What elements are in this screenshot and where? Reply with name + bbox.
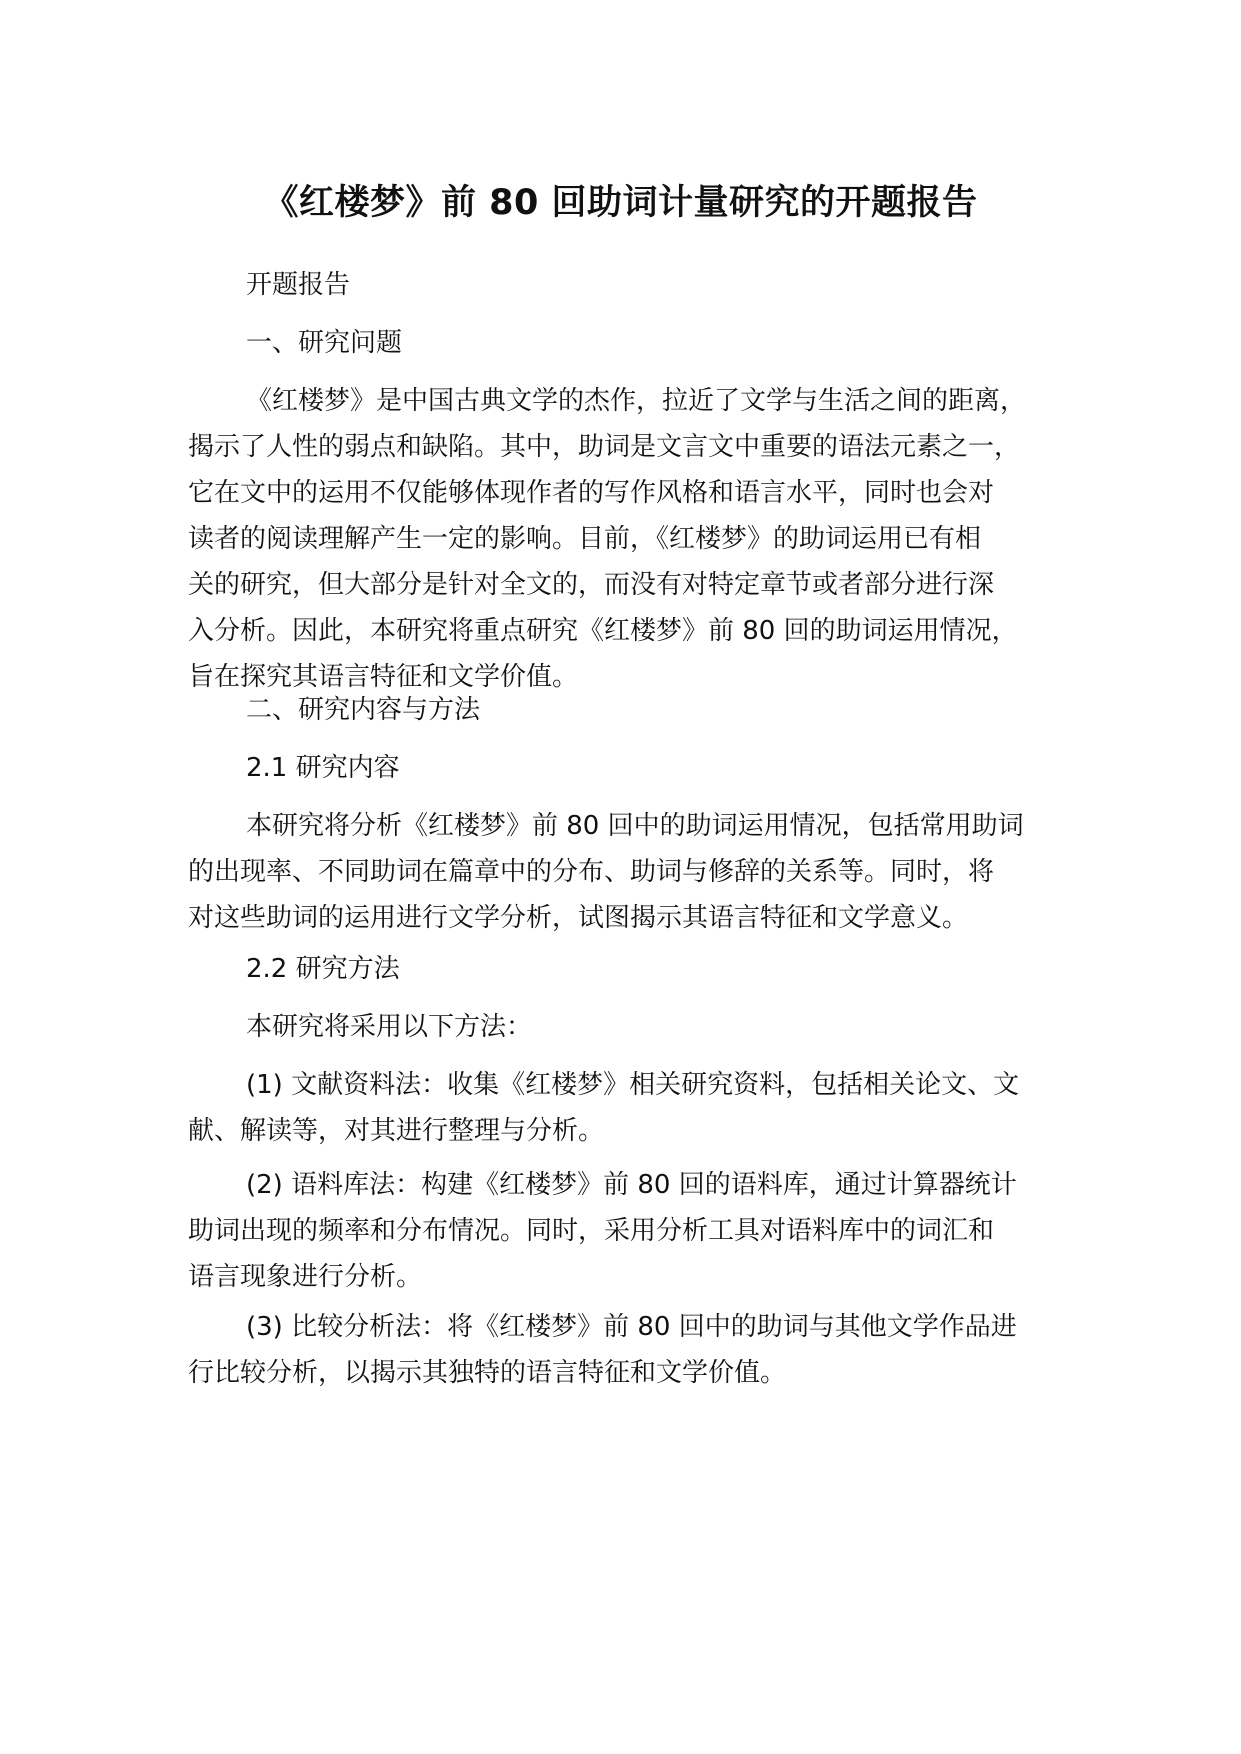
paragraph-line: 它在文中的运用不仅能够体现作者的写作风格和语言水平，同时也会对 [188,478,995,508]
method-2-paragraph [188,1162,1088,1300]
paragraph-line: (2) 语料库法：构建《红楼梦》前 80 回的语料库，通过计算器统计 [246,1170,1017,1200]
paragraph-line: (3) 比较分析法：将《红楼梦》前 80 回中的助词与其他文学作品进 [246,1312,1017,1342]
paragraph-line: 《红楼梦》是中国古典文学的杰作，拉近了文学与生活之间的距离， [246,386,1027,416]
section1-paragraph [188,378,1088,700]
paragraph-line: 揭示了人性的弱点和缺陷。其中，助词是文言文中重要的语法元素之一， [188,432,1021,462]
paragraph-line: 献、解读等，对其进行整理与分析。 [188,1116,605,1146]
method-1-paragraph [188,1062,1088,1154]
subsection-2-1-paragraph [188,803,1088,941]
report-label: 开题报告 [246,270,351,300]
paragraph-line: 语言现象进行分析。 [188,1262,423,1292]
paragraph-line: 对这些助词的运用进行文学分析，试图揭示其语言特征和文学意义。 [188,903,969,933]
methods-intro: 本研究将采用以下方法： [246,1012,533,1042]
paragraph-line: 关的研究，但大部分是针对全文的，而没有对特定章节或者部分进行深 [188,570,995,600]
section1-heading: 一、研究问题 [246,328,403,358]
paragraph-line: 的出现率、不同助词在篇章中的分布、助词与修辞的关系等。同时，将 [188,857,995,887]
paragraph-line: 助词出现的频率和分布情况。同时，采用分析工具对语料库中的词汇和 [188,1216,995,1246]
document-title: 《红楼梦》前 80 回助词计量研究的开题报告 [263,183,978,223]
subsection-2-2-heading: 2.2 研究方法 [246,954,400,984]
paragraph-line: 入分析。因此，本研究将重点研究《红楼梦》前 80 回的助词运用情况， [188,616,1018,646]
paragraph-line: 行比较分析，以揭示其独特的语言特征和文学价值。 [188,1358,787,1388]
method-3-paragraph [188,1304,1088,1396]
paragraph-line: (1) 文献资料法：收集《红楼梦》相关研究资料，包括相关论文、文 [246,1070,1020,1100]
paragraph-line: 本研究将分析《红楼梦》前 80 回中的助词运用情况，包括常用助词 [246,811,1024,841]
paragraph-line: 读者的阅读理解产生一定的影响。目前，《红楼梦》的助词运用已有相 [188,524,982,554]
paragraph-line: 旨在探究其语言特征和文学价值。 [188,662,579,692]
section2-heading: 二、研究内容与方法 [246,695,481,725]
subsection-2-1-heading: 2.1 研究内容 [246,753,400,783]
